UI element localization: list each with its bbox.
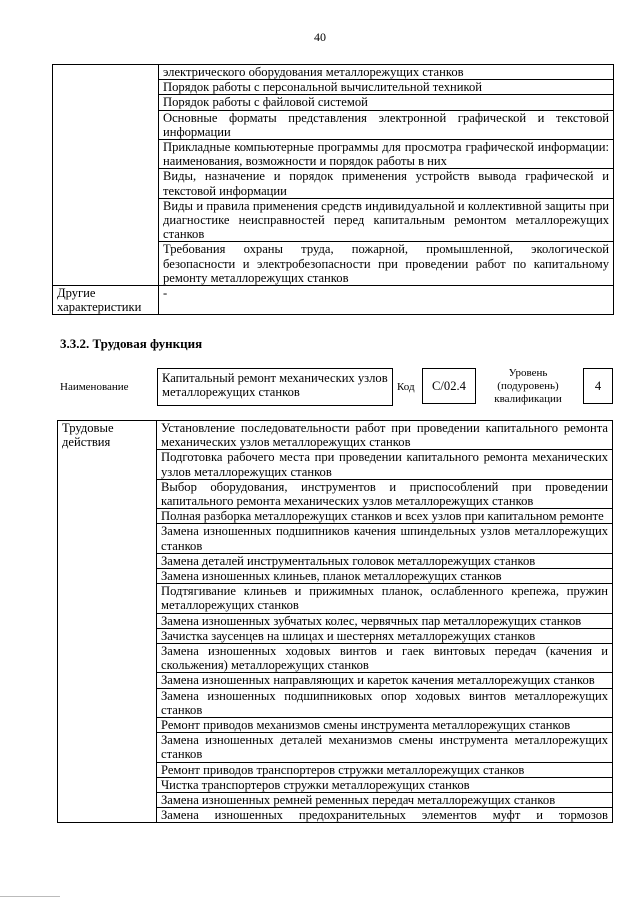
table-cell: Замена изношенных подшипников качения шпиндельных узлов металлорежущих станков (157, 524, 613, 553)
table-cell: Замена изношенных предохранительных элементов муфт и тормозов (157, 808, 613, 823)
table-cell: Чистка транспортеров стружки металлорежущих станков (157, 777, 613, 792)
table-cell: Замена изношенных деталей механизмов смены инструмента металлорежущих станков (157, 733, 613, 762)
table-cell: Замена изношенных направляющих и кареток качения металлорежущих станков (157, 673, 613, 688)
table-cell: Замена изношенных ремней ременных передач металлорежущих станков (157, 793, 613, 808)
table-cell: Виды и правила применения средств индивидуальной и коллективной защиты при диагностике неисправностей перед капитальным ремонтом металлорежущих станков (159, 198, 614, 242)
code-value: C/02.4 (422, 368, 476, 404)
table-cell: Прикладные компьютерные программы для просмотра графической информации: наименования, возможности и порядок работы в них (159, 140, 614, 169)
table-cell: Замена изношенных подшипниковых опор ходовых винтов металлорежущих станков (157, 688, 613, 717)
table-cell: электрического оборудования металлорежущих станков (159, 65, 614, 80)
labor-actions-table (57, 420, 613, 823)
table-cell: Требования охраны труда, пожарной, промышленной, экологической безопасности и электробезопасности при проведении работ по капитальному ремонту металлорежущих станков (159, 242, 614, 286)
labor-actions-label: Трудовые действия (58, 421, 157, 823)
name-value: Капитальный ремонт механических узлов металлорежущих станков (157, 368, 393, 406)
table-row (53, 286, 614, 315)
name-label: Наименование (60, 381, 129, 393)
code-label: Код (397, 381, 415, 393)
table-cell: Виды, назначение и порядок применения устройств вывода графической и текстовой информации (159, 169, 614, 198)
table-cell: Основные форматы представления электронной графической и текстовой информации (159, 110, 614, 139)
table-cell: Выбор оборудования, инструментов и приспособлений при проведении капитального ремонта механических узлов металлорежущих станков (157, 479, 613, 508)
table-cell: Замена изношенных ходовых винтов и гаек винтовых передач (качения и скольжения) металлорежущих станков (157, 644, 613, 673)
empty-label-cell (53, 65, 159, 286)
table-cell: Ремонт приводов механизмов смены инструмента металлорежущих станков (157, 718, 613, 733)
table-cell: Замена деталей инструментальных головок металлорежущих станков (157, 553, 613, 568)
table-cell: Подготовка рабочего места при проведении капитального ремонта механических узлов металлорежущих станков (157, 450, 613, 479)
section-heading: 3.3.2. Трудовая функция (60, 336, 203, 351)
table-cell: Установление последовательности работ при проведении капитального ремонта механических узлов металлорежущих станков (157, 421, 613, 450)
table-row (53, 65, 614, 80)
table-cell: Порядок работы с файловой системой (159, 95, 614, 110)
table-cell: Замена изношенных зубчатых колес, червячных пар металлорежущих станков (157, 613, 613, 628)
other-characteristics-label: Другие характеристики (53, 286, 159, 315)
other-characteristics-value: - (159, 286, 614, 315)
continuation-table (52, 64, 614, 315)
level-label: Уровень (подуровень) квалификации (494, 367, 562, 405)
table-cell: Ремонт приводов транспортеров стружки металлорежущих станков (157, 762, 613, 777)
table-cell: Порядок работы с персональной вычислительной техникой (159, 80, 614, 95)
table-cell: Замена изношенных клиньев, планок металлорежущих станков (157, 569, 613, 584)
level-value: 4 (583, 368, 613, 404)
page-number: 40 (314, 30, 326, 44)
table-row (58, 421, 613, 450)
table-cell: Подтягивание клиньев и прижимных планок, ослабленного крепежа, пружин металлорежущих станков (157, 584, 613, 613)
table-cell: Зачистка заусенцев на шлицах и шестернях металлорежущих станков (157, 628, 613, 643)
footer-divider (0, 896, 60, 897)
table-cell: Полная разборка металлорежущих станков и всех узлов при капитальном ремонте (157, 509, 613, 524)
